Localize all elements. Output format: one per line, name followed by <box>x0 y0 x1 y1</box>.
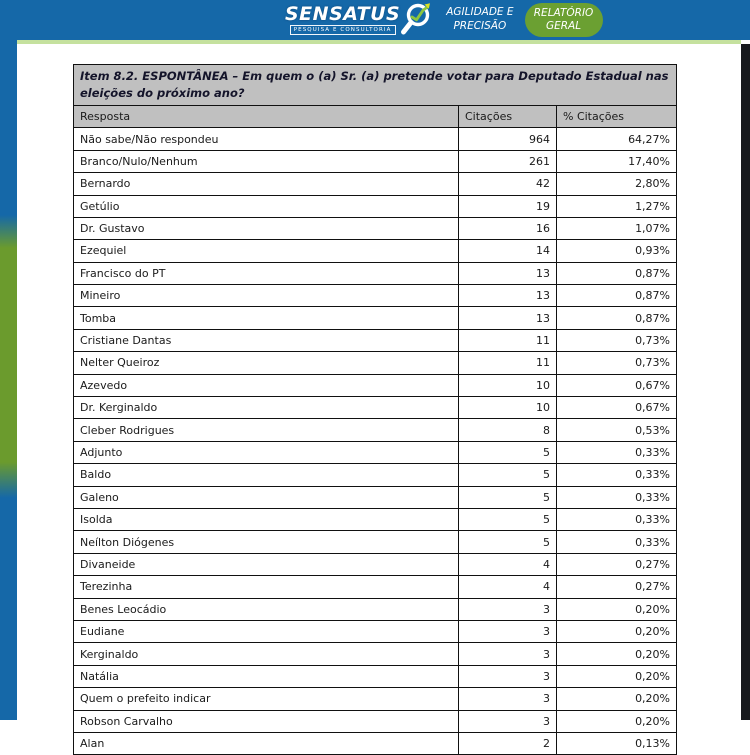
percentage-cell: 0,27% <box>557 576 677 598</box>
citations-cell: 13 <box>459 307 557 329</box>
tagline-line2: PRECISÃO <box>453 20 507 32</box>
citations-cell: 42 <box>459 173 557 195</box>
citations-cell: 964 <box>459 128 557 150</box>
response-cell: Alan <box>74 732 459 754</box>
response-cell: Benes Leocádio <box>74 598 459 620</box>
response-cell: Dr. Kerginaldo <box>74 397 459 419</box>
table-row <box>74 128 677 150</box>
table-row <box>74 732 677 754</box>
right-page-edge <box>741 44 750 720</box>
table-row <box>74 598 677 620</box>
response-cell: Eudiane <box>74 620 459 642</box>
table-row <box>74 352 677 374</box>
citations-cell: 5 <box>459 508 557 530</box>
response-cell: Divaneide <box>74 553 459 575</box>
percentage-cell: 0,73% <box>557 352 677 374</box>
percentage-cell: 1,27% <box>557 195 677 217</box>
percentage-cell: 0,67% <box>557 397 677 419</box>
table-row <box>74 285 677 307</box>
citations-cell: 4 <box>459 553 557 575</box>
percentage-cell: 0,20% <box>557 688 677 710</box>
citations-cell: 10 <box>459 397 557 419</box>
percentage-cell: 0,67% <box>557 374 677 396</box>
percentage-cell: 0,13% <box>557 732 677 754</box>
table-row <box>74 620 677 642</box>
citations-cell: 5 <box>459 464 557 486</box>
response-cell: Getúlio <box>74 195 459 217</box>
table-row <box>74 217 677 239</box>
citations-cell: 14 <box>459 240 557 262</box>
table-row <box>74 307 677 329</box>
table-row <box>74 486 677 508</box>
magnifier-icon <box>397 0 435 38</box>
percentage-cell: 0,33% <box>557 486 677 508</box>
response-cell: Mineiro <box>74 285 459 307</box>
percentage-cell: 0,20% <box>557 598 677 620</box>
citations-cell: 11 <box>459 329 557 351</box>
response-cell: Natália <box>74 665 459 687</box>
table-row <box>74 150 677 172</box>
citations-cell: 261 <box>459 150 557 172</box>
percentage-cell: 1,07% <box>557 217 677 239</box>
badge-line2: GERAL <box>545 20 582 32</box>
response-cell: Azevedo <box>74 374 459 396</box>
percentage-cell: 0,87% <box>557 307 677 329</box>
citations-cell: 3 <box>459 620 557 642</box>
percentage-cell: 0,33% <box>557 508 677 530</box>
table-row <box>74 508 677 530</box>
response-cell: Tomba <box>74 307 459 329</box>
table-row <box>74 441 677 463</box>
table-row <box>74 173 677 195</box>
percentage-cell: 17,40% <box>557 150 677 172</box>
citations-cell: 19 <box>459 195 557 217</box>
response-cell: Francisco do PT <box>74 262 459 284</box>
percentage-cell: 0,27% <box>557 553 677 575</box>
citations-cell: 10 <box>459 374 557 396</box>
table-title-row <box>74 65 677 106</box>
table-row <box>74 665 677 687</box>
citations-cell: 5 <box>459 531 557 553</box>
table-row <box>74 688 677 710</box>
response-cell: Terezinha <box>74 576 459 598</box>
response-cell: Quem o prefeito indicar <box>74 688 459 710</box>
response-cell: Adjunto <box>74 441 459 463</box>
response-cell: Ezequiel <box>74 240 459 262</box>
citations-cell: 5 <box>459 486 557 508</box>
response-cell: Galeno <box>74 486 459 508</box>
column-header-pct-citacoes: % Citações <box>557 106 677 128</box>
table-row <box>74 531 677 553</box>
column-header-citacoes: Citações <box>459 106 557 128</box>
sensatus-logo <box>285 2 435 38</box>
citations-cell: 16 <box>459 217 557 239</box>
table-row <box>74 397 677 419</box>
citations-cell: 8 <box>459 419 557 441</box>
response-cell: Nelter Queiroz <box>74 352 459 374</box>
citations-cell: 3 <box>459 643 557 665</box>
results-table-container <box>73 64 677 755</box>
response-cell: Não sabe/Não respondeu <box>74 128 459 150</box>
table-row <box>74 374 677 396</box>
citations-cell: 4 <box>459 576 557 598</box>
table-row <box>74 419 677 441</box>
table-row <box>74 710 677 732</box>
left-accent-strip <box>0 0 17 720</box>
percentage-cell: 0,20% <box>557 710 677 732</box>
brand-group <box>285 0 603 40</box>
percentage-cell: 0,93% <box>557 240 677 262</box>
results-table <box>73 64 677 755</box>
tagline-line1: AGILIDADE E <box>446 6 514 19</box>
percentage-cell: 0,33% <box>557 531 677 553</box>
response-cell: Branco/Nulo/Nenhum <box>74 150 459 172</box>
citations-cell: 2 <box>459 732 557 754</box>
report-badge <box>525 3 603 37</box>
percentage-cell: 0,33% <box>557 464 677 486</box>
citations-cell: 11 <box>459 352 557 374</box>
table-row <box>74 643 677 665</box>
table-row <box>74 576 677 598</box>
percentage-cell: 64,27% <box>557 128 677 150</box>
response-cell: Bernardo <box>74 173 459 195</box>
table-header-row <box>74 106 677 128</box>
table-row <box>74 553 677 575</box>
citations-cell: 3 <box>459 710 557 732</box>
table-title: Item 8.2. ESPONTÂNEA – Em quem o (a) Sr. (a) pretende votar para Deputado Estadual nas eleições do próximo ano? <box>74 65 677 106</box>
citations-cell: 3 <box>459 688 557 710</box>
column-header-resposta: Resposta <box>74 106 459 128</box>
response-cell: Isolda <box>74 508 459 530</box>
logo-wordmark: SENSATUS <box>285 2 401 25</box>
citations-cell: 5 <box>459 441 557 463</box>
response-cell: Cristiane Dantas <box>74 329 459 351</box>
percentage-cell: 0,20% <box>557 620 677 642</box>
response-cell: Robson Carvalho <box>74 710 459 732</box>
percentage-cell: 0,87% <box>557 262 677 284</box>
table-row <box>74 240 677 262</box>
badge-line1: RELATÓRIO <box>533 6 594 19</box>
percentage-cell: 0,53% <box>557 419 677 441</box>
results-body <box>74 128 677 755</box>
response-cell: Kerginaldo <box>74 643 459 665</box>
logo-subtitle: PESQUISA E CONSULTORIA <box>290 25 396 35</box>
percentage-cell: 2,80% <box>557 173 677 195</box>
citations-cell: 3 <box>459 598 557 620</box>
header-accent-line <box>14 40 741 44</box>
table-row <box>74 262 677 284</box>
percentage-cell: 0,33% <box>557 441 677 463</box>
percentage-cell: 0,73% <box>557 329 677 351</box>
table-row <box>74 195 677 217</box>
response-cell: Baldo <box>74 464 459 486</box>
citations-cell: 13 <box>459 262 557 284</box>
percentage-cell: 0,20% <box>557 643 677 665</box>
table-row <box>74 464 677 486</box>
response-cell: Neílton Diógenes <box>74 531 459 553</box>
response-cell: Cleber Rodrigues <box>74 419 459 441</box>
tagline <box>446 6 513 33</box>
table-row <box>74 329 677 351</box>
percentage-cell: 0,20% <box>557 665 677 687</box>
percentage-cell: 0,87% <box>557 285 677 307</box>
citations-cell: 13 <box>459 285 557 307</box>
response-cell: Dr. Gustavo <box>74 217 459 239</box>
citations-cell: 3 <box>459 665 557 687</box>
